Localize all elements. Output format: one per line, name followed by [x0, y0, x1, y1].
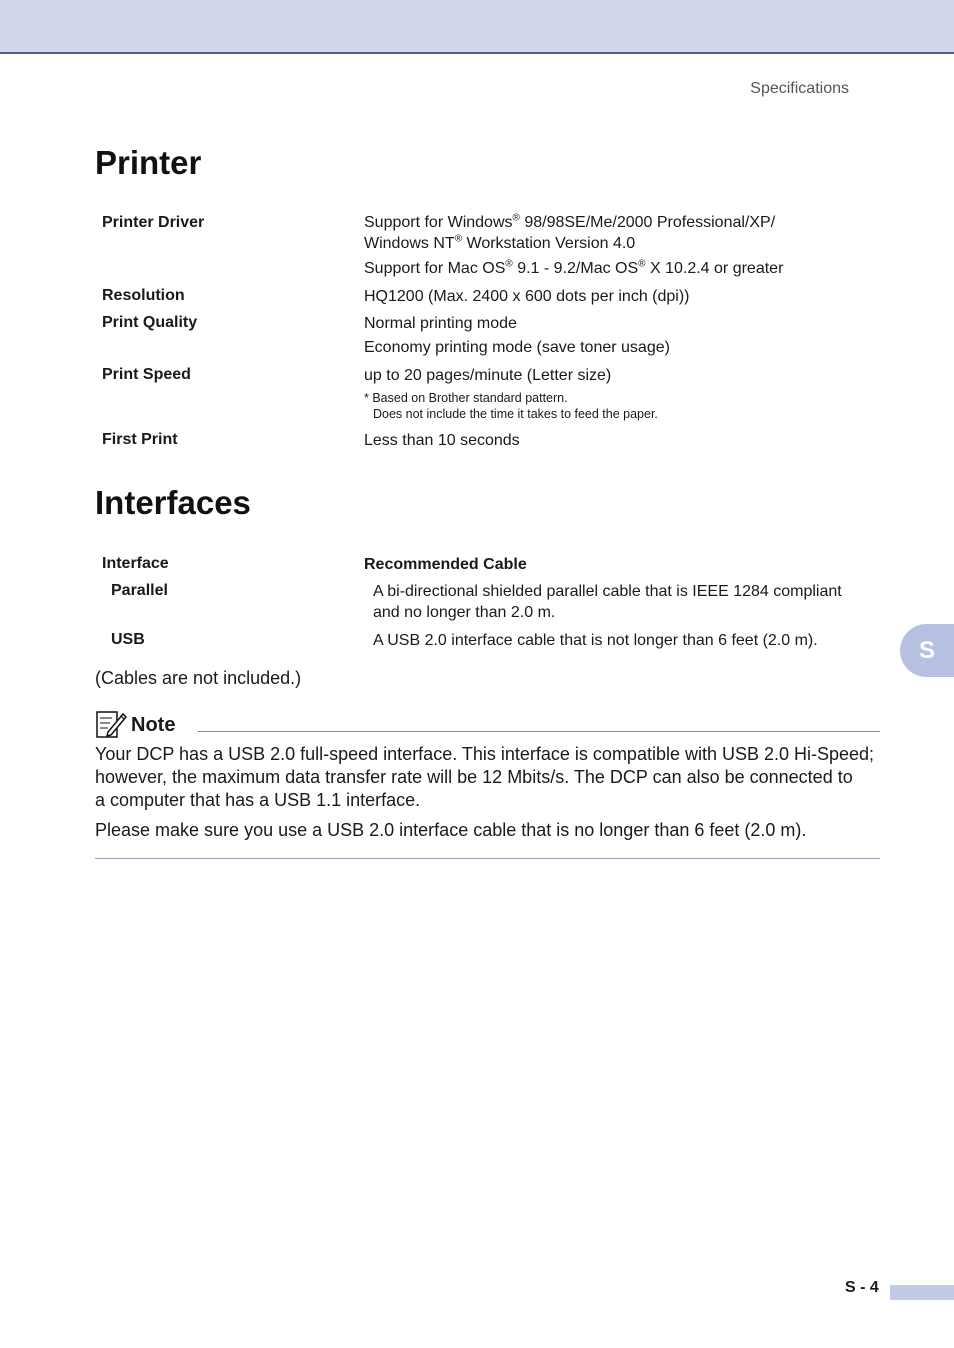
usb-value: A USB 2.0 interface cable that is not longer than 6 feet (2.0 m).	[373, 632, 818, 649]
note-end-divider	[95, 858, 880, 859]
note-pencil-icon	[95, 708, 127, 740]
printer-driver-value	[364, 212, 783, 279]
resolution-value: HQ1200 (Max. 2400 x 600 dots per inch (dpi))	[364, 288, 690, 305]
note-paragraph-1	[95, 743, 885, 812]
first-print-label: First Print	[102, 431, 178, 448]
print-quality-label: Print Quality	[102, 314, 198, 331]
page-number-bar	[890, 1285, 954, 1300]
note-title: Note	[131, 714, 176, 736]
parallel-label: Parallel	[111, 582, 168, 599]
print-speed-value: up to 20 pages/minute (Letter size)	[364, 367, 612, 384]
note-paragraph-1-line-3: a computer that has a USB 1.1 interface.	[95, 790, 421, 810]
parallel-value-line-2: and no longer than 2.0 m.	[373, 604, 556, 621]
parallel-value-line-1: A bi-directional shielded parallel cable that is IEEE 1284 compliant	[373, 583, 842, 600]
print-speed-label: Print Speed	[102, 366, 191, 383]
interfaces-heading: Interfaces	[95, 484, 251, 521]
interface-column-header: Interface	[102, 555, 169, 572]
note-paragraph-1-line-1: Your DCP has a USB 2.0 full-speed interface. This interface is compatible with USB 2.0 Hi-Speed;	[95, 744, 875, 764]
note-divider	[198, 731, 880, 732]
print-quality-value-1: Normal printing mode	[364, 315, 517, 332]
driver-line-2: Windows NT® Workstation Version 4.0	[364, 233, 636, 252]
driver-line-3: Support for Mac OS® 9.1 - 9.2/Mac OS® X 10.2.4 or greater	[364, 258, 784, 277]
first-print-value: Less than 10 seconds	[364, 432, 520, 449]
cables-not-included-note: (Cables are not included.)	[95, 668, 302, 688]
driver-line-1: Support for Windows® 98/98SE/Me/2000 Professional/XP/	[364, 212, 776, 231]
print-quality-value-2: Economy printing mode (save toner usage)	[364, 339, 670, 356]
printer-driver-label: Printer Driver	[102, 214, 205, 231]
parallel-value	[373, 581, 842, 623]
page-number: S - 4	[845, 1279, 879, 1296]
usb-label: USB	[111, 631, 145, 648]
note-paragraph-1-line-2: however, the maximum data transfer rate will be 12 Mbits/s. The DCP can also be connected to	[95, 767, 853, 787]
running-head: Specifications	[750, 80, 849, 97]
print-speed-footnote-2: Does not include the time it takes to feed the paper.	[373, 407, 658, 421]
print-speed-footnote-1: * Based on Brother standard pattern.	[364, 391, 568, 405]
printer-heading: Printer	[95, 144, 202, 181]
recommended-cable-column-header: Recommended Cable	[364, 556, 527, 573]
note-paragraph-2: Please make sure you use a USB 2.0 interface cable that is no longer than 6 feet (2.0 m).	[95, 820, 807, 840]
chapter-side-tab: S	[900, 624, 954, 677]
top-header-band	[0, 0, 954, 54]
resolution-label: Resolution	[102, 287, 185, 304]
